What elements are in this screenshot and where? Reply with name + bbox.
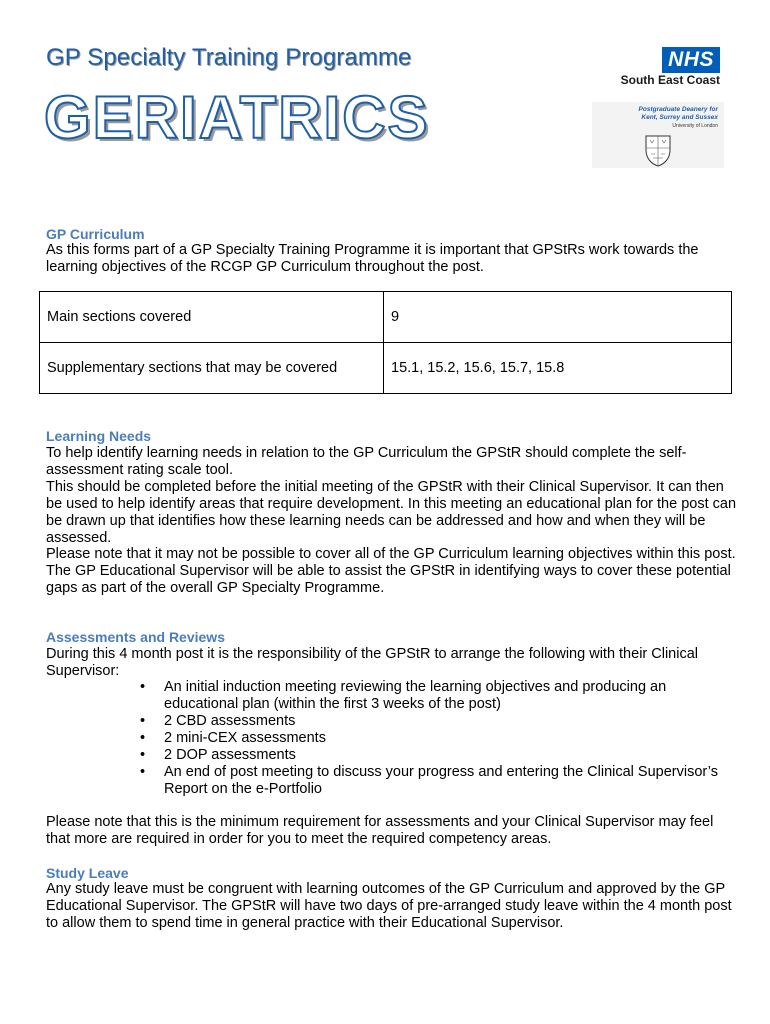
learning-needs-p2: This should be completed before the initial meeting of the GPStR with their Clinical Supervisor. It can then be used to help identify areas that require development. In this meeting an educational plan for the post can be drawn up that identifies how these learning needs can be addressed and how and when they will be assessed.	[46, 479, 737, 546]
list-item-text: 2 CBD assessments	[164, 713, 296, 729]
nhs-deanery-logo	[590, 40, 726, 168]
nhs-logo: NHS	[662, 47, 720, 73]
learning-needs-p1: To help identify learning needs in relation to the GP Curriculum the GPStR should complete the self-assessment rating scale tool.	[46, 445, 687, 478]
assessments-note: Please note that this is the minimum requirement for assessments and your Clinical Supervisor may feel that more are required in order for you to meet the required competency areas.	[46, 814, 714, 847]
assessments-intro: During this 4 month post it is the responsibility of the GPStR to arrange the following with their Clinical Supervisor:	[46, 646, 699, 679]
logo-region: South East Coast	[620, 73, 720, 87]
bullet-icon: •	[140, 713, 146, 729]
learning-needs-heading: Learning Needs	[46, 428, 152, 444]
programme-title: GP Specialty Training Programme	[46, 44, 412, 71]
study-leave-heading: Study Leave	[46, 865, 129, 881]
list-item	[140, 764, 720, 798]
main-sections-label: Main sections covered	[40, 292, 384, 343]
supplementary-sections-value: 15.1, 15.2, 15.6, 15.7, 15.8	[384, 343, 732, 394]
deanery-line-2: Kent, Surrey and Sussex	[641, 114, 718, 121]
list-item	[140, 747, 720, 764]
bullet-icon: •	[140, 764, 146, 780]
assessments-heading: Assessments and Reviews	[46, 629, 225, 645]
table-row	[40, 292, 732, 343]
list-item-text: An end of post meeting to discuss your progress and entering the Clinical Supervisor’s Report on the e-Portfolio	[164, 764, 718, 797]
list-item	[140, 679, 720, 713]
specialty-title: GERIATRICS	[44, 84, 430, 151]
assessment-list	[140, 679, 720, 798]
gp-curriculum-text: As this forms part of a GP Specialty Training Programme it is important that GPStRs work towards the learning objectives of the RCGP GP Curriculum throughout the post.	[46, 242, 699, 275]
list-item-text: 2 DOP assessments	[164, 747, 296, 763]
list-item-text: 2 mini-CEX assessments	[164, 730, 326, 746]
deanery-line-1: Postgraduate Deanery for	[638, 106, 718, 113]
main-sections-value: 9	[384, 292, 732, 343]
curriculum-sections-table	[39, 291, 732, 394]
bullet-icon: •	[140, 747, 146, 763]
bullet-icon: •	[140, 730, 146, 746]
gp-curriculum-heading: GP Curriculum	[46, 226, 145, 242]
list-item	[140, 730, 720, 747]
learning-needs-p3: Please note that it may not be possible to cover all of the GP Curriculum learning objectives within this post. The GP Educational Supervisor will be able to assist the GPStR in identifying ways to cover these potential gaps as part of the overall GP Specialty Programme.	[46, 546, 736, 596]
deanery-name	[639, 106, 718, 122]
university-name: University of London	[672, 123, 718, 129]
deanery-panel	[592, 102, 724, 168]
supplementary-sections-label: Supplementary sections that may be covered	[40, 343, 384, 394]
list-item	[140, 713, 720, 730]
table-row	[40, 343, 732, 394]
study-leave-text: Any study leave must be congruent with learning outcomes of the GP Curriculum and approved by the GP Educational Supervisor. The GPStR will have two days of pre-arranged study leave within the 4 month post to allow them to spend time in general practice with their Educational Supervisor.	[46, 881, 732, 931]
crest-icon	[640, 132, 676, 168]
list-item-text: An initial induction meeting reviewing the learning objectives and producing an educational plan (within the first 3 weeks of the post)	[164, 679, 667, 712]
bullet-icon: •	[140, 679, 146, 695]
